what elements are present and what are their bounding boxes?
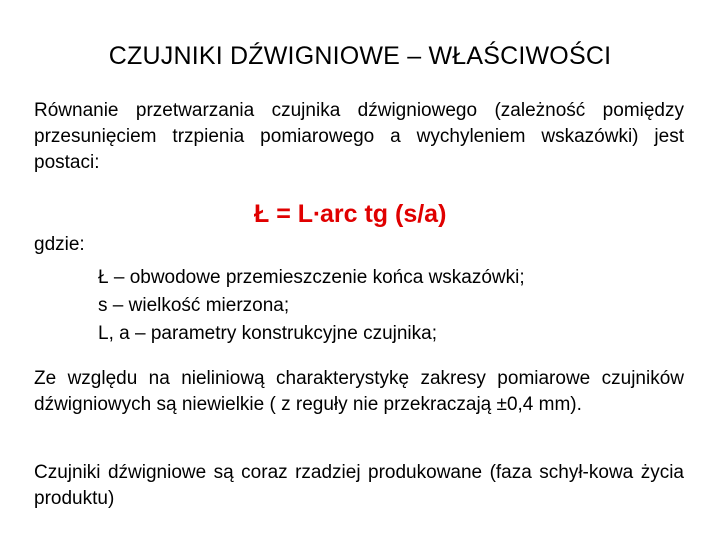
- where-label: gdzie:: [34, 234, 85, 255]
- slide-title: CZUJNIKI DŹWIGNIOWE – WŁAŚCIWOŚCI: [108, 42, 612, 70]
- definition-item: Ł – obwodowe przemieszczenie końca wskazówki;: [98, 267, 525, 288]
- definition-item: s – wielkość mierzona;: [98, 295, 290, 316]
- conversion-formula: Ł = L∙arc tg (s/a): [254, 200, 447, 228]
- definition-list: [98, 264, 525, 348]
- definition-item: L, a – parametry konstrukcyjne czujnika;: [98, 323, 437, 344]
- range-note: Ze względu na nieliniową charakterystykę zakresy pomiarowe czujników dźwigniowych są niewielkie ( z reguły nie przekraczają ±0,4 mm).: [34, 368, 684, 415]
- status-note: Czujniki dźwigniowe są coraz rzadziej produkowane (faza schył-kowa życia produktu): [34, 462, 684, 509]
- intro-paragraph: Równanie przetwarzania czujnika dźwigniowego (zależność pomiędzy przesunięciem trzpienia pomiarowego a wychyleniem wskazówki) jest postaci:: [34, 100, 684, 173]
